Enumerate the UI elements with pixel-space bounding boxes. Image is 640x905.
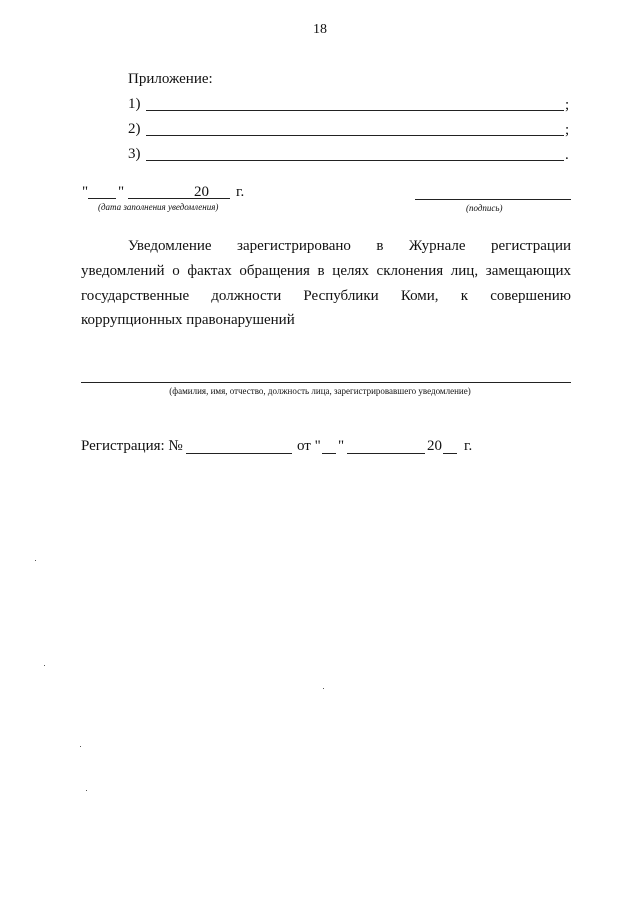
- attachment-item-2-number: 2): [128, 121, 141, 137]
- scan-speck: [44, 665, 45, 666]
- scan-speck: [323, 688, 324, 689]
- paragraph-line-1: Уведомление зарегистрировано в Журнале регистрации: [128, 238, 571, 254]
- page-number: 18: [313, 22, 327, 37]
- registration-from-label: от ": [297, 438, 321, 454]
- attachment-item-1-line[interactable]: [146, 110, 564, 111]
- registration-day-field[interactable]: [322, 453, 336, 454]
- attachment-item-3-number: 3): [128, 146, 141, 162]
- registrar-field[interactable]: [81, 382, 571, 383]
- attachment-item-3-line[interactable]: [146, 160, 564, 161]
- registration-year-prefix: 20: [427, 438, 442, 454]
- date-quote-open: ": [82, 184, 89, 200]
- paragraph-line-2: уведомлений о фактах обращения в целях склонения лиц, замещающих: [81, 263, 571, 279]
- registration-month-field[interactable]: [347, 453, 425, 454]
- date-year-field[interactable]: [194, 198, 230, 199]
- paragraph-line-3: государственные должности Республики Коми, к совершению: [81, 288, 571, 304]
- paragraph-line-4: коррупционных правонарушений: [81, 312, 295, 328]
- attachment-item-2-end: ;: [565, 122, 570, 138]
- date-caption: (дата заполнения уведомления): [98, 202, 219, 212]
- registration-quote-close: ": [338, 438, 345, 454]
- attachment-item-2-line[interactable]: [146, 135, 564, 136]
- signature-caption: (подпись): [466, 203, 503, 213]
- registrar-caption: (фамилия, имя, отчество, должность лица, зарегистрировавшего уведомление): [169, 386, 471, 396]
- registration-year-suffix: г.: [464, 438, 473, 454]
- date-year-prefix: 20: [194, 184, 209, 200]
- attachment-item-1-number: 1): [128, 96, 141, 112]
- date-day-field[interactable]: [88, 198, 116, 199]
- attachment-heading: Приложение:: [128, 71, 213, 87]
- scan-speck: [80, 746, 81, 747]
- registration-year-field[interactable]: [443, 453, 457, 454]
- scan-speck: [86, 790, 87, 791]
- date-month-field[interactable]: [128, 198, 194, 199]
- scan-speck: [35, 560, 36, 561]
- signature-field[interactable]: [415, 199, 571, 200]
- attachment-item-3-end: .: [565, 147, 569, 163]
- registration-label: Регистрация: №: [81, 438, 183, 454]
- date-quote-close: ": [118, 184, 125, 200]
- registration-number-field[interactable]: [186, 453, 292, 454]
- date-year-suffix: г.: [236, 184, 245, 200]
- attachment-item-1-end: ;: [565, 97, 570, 113]
